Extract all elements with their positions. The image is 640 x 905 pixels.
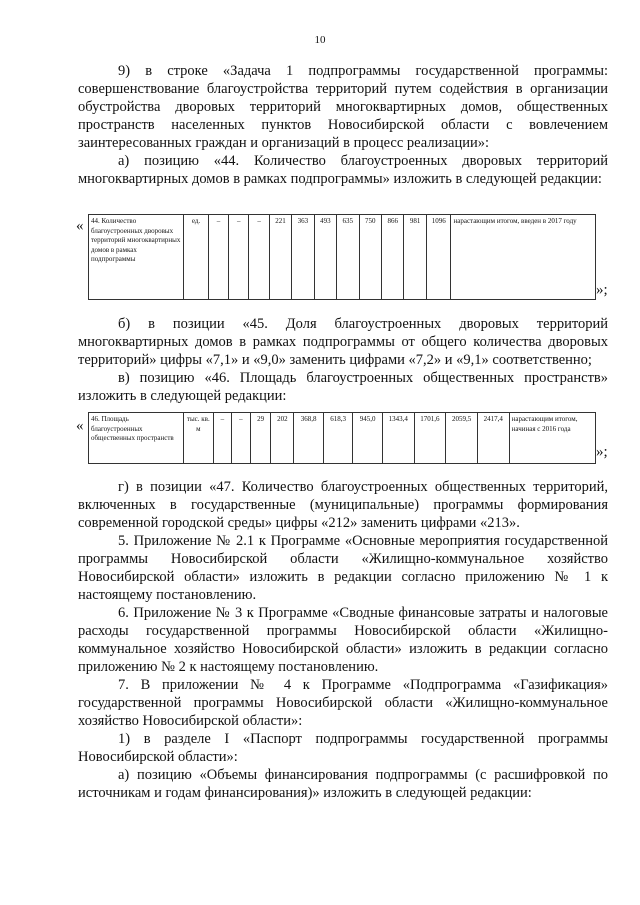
table-cell-value: 1343,4 — [382, 413, 414, 464]
paragraph-subitem-1: 1) в разделе I «Паспорт подпрограммы государственной программы Новосибирской области»: — [78, 731, 608, 765]
table-cell-value: 493 — [314, 215, 336, 300]
table-cell-value: 618,3 — [323, 413, 353, 464]
table-cell-label: 46. Площадь благоустроенных общественных пространств — [89, 413, 184, 464]
table2-quote-close: »; — [596, 444, 608, 460]
table-cell-value: 750 — [359, 215, 381, 300]
indicator-table-46 — [88, 412, 596, 464]
table-cell-unit: ед. — [184, 215, 209, 300]
table-cell-label: 44. Количество благоустроенных дворовых территорий многоквартирных домов в рамках подпрограммы — [89, 215, 184, 300]
table-cell-value: 1096 — [426, 215, 451, 300]
table-cell-value: 866 — [381, 215, 403, 300]
paragraph-subitem-g: г) в позиции «47. Количество благоустроенных общественных территорий, включенных в государственные (муниципальные) программы формирования современной городской среды» цифры «212» заменить цифрами «213». — [78, 479, 608, 531]
table-cell-value: 363 — [292, 215, 314, 300]
table-cell-value: – — [208, 215, 228, 300]
paragraph-subitem-v: в) позицию «46. Площадь благоустроенных общественных пространств» изложить в следующей редакции: — [78, 370, 608, 404]
paragraph-item-6: 6. Приложение № 3 к Программе «Сводные финансовые затраты и налоговые расходы государственной программы Новосибирской области «Жилищно-коммунальное хозяйство Новосибирской области» изложить в редакции согласно приложению № 2 к настоящему постановлению. — [78, 605, 608, 675]
paragraph-subitem-a2: а) позицию «Объемы финансирования подпрограммы (с расшифровкой по источникам и годам финансирования)» изложить в следующей редакции: — [78, 767, 608, 801]
table-cell-note: нарастающим итогом, введен в 2017 году — [451, 215, 596, 300]
paragraph-item-9: 9) в строке «Задача 1 подпрограммы государственной программы: совершенствование благоустройства территорий путем содействия в организации обустройства дворовых территорий многоквартирных домов, общественных пространств населенных пунктов Новосибирской области с вовлечением заинтересованных граждан и организаций в процесс реализации»: — [78, 63, 608, 151]
page-number: 10 — [314, 34, 326, 46]
paragraph-subitem-a: а) позицию «44. Количество благоустроенных дворовых территорий многоквартирных домов в рамках подпрограммы» изложить в следующей редакции: — [78, 153, 608, 187]
table-cell-value: – — [213, 413, 232, 464]
table-cell-note: нарастающим итогом, начиная с 2016 года — [509, 413, 595, 464]
table-row — [89, 215, 596, 300]
table-cell-value: 2059,5 — [446, 413, 478, 464]
table-cell-value: 368,8 — [294, 413, 324, 464]
indicator-table-44 — [88, 214, 596, 300]
table-cell-unit: тыс. кв. м — [184, 413, 214, 464]
table-cell-value: 635 — [337, 215, 359, 300]
paragraph-item-7: 7. В приложении № 4 к Программе «Подпрограмма «Газификация» государственной программы Новосибирской области «Жилищно-коммунальное хозяйство Новосибирской области»: — [78, 677, 608, 729]
table-cell-value: 1701,6 — [414, 413, 446, 464]
table-cell-value: 981 — [404, 215, 426, 300]
table-cell-value: 221 — [269, 215, 291, 300]
table1-quote-close: »; — [596, 282, 608, 298]
table-cell-value: 29 — [250, 413, 271, 464]
table1-quote-open: « — [76, 218, 84, 234]
table-cell-value: 945,0 — [353, 413, 383, 464]
table-cell-value: 202 — [271, 413, 294, 464]
paragraph-item-5: 5. Приложение № 2.1 к Программе «Основные мероприятия государственной программы Новосибирской области «Жилищно-коммунальное хозяйство Новосибирской области» изложить в редакции согласно приложению № 1 к настоящему постановлению. — [78, 533, 608, 603]
table-row — [89, 413, 596, 464]
table-cell-value: – — [232, 413, 251, 464]
table-cell-value: – — [229, 215, 249, 300]
paragraph-subitem-b: б) в позиции «45. Доля благоустроенных дворовых территорий многоквартирных домов в рамках подпрограммы от общего количества дворовых территорий» цифры «7,1» и «9,0» заменить цифрами «7,2» и «9,1» соответственно; — [78, 316, 608, 368]
table-cell-value: 2417,4 — [477, 413, 509, 464]
table2-quote-open: « — [76, 418, 84, 434]
table-cell-value: – — [249, 215, 269, 300]
